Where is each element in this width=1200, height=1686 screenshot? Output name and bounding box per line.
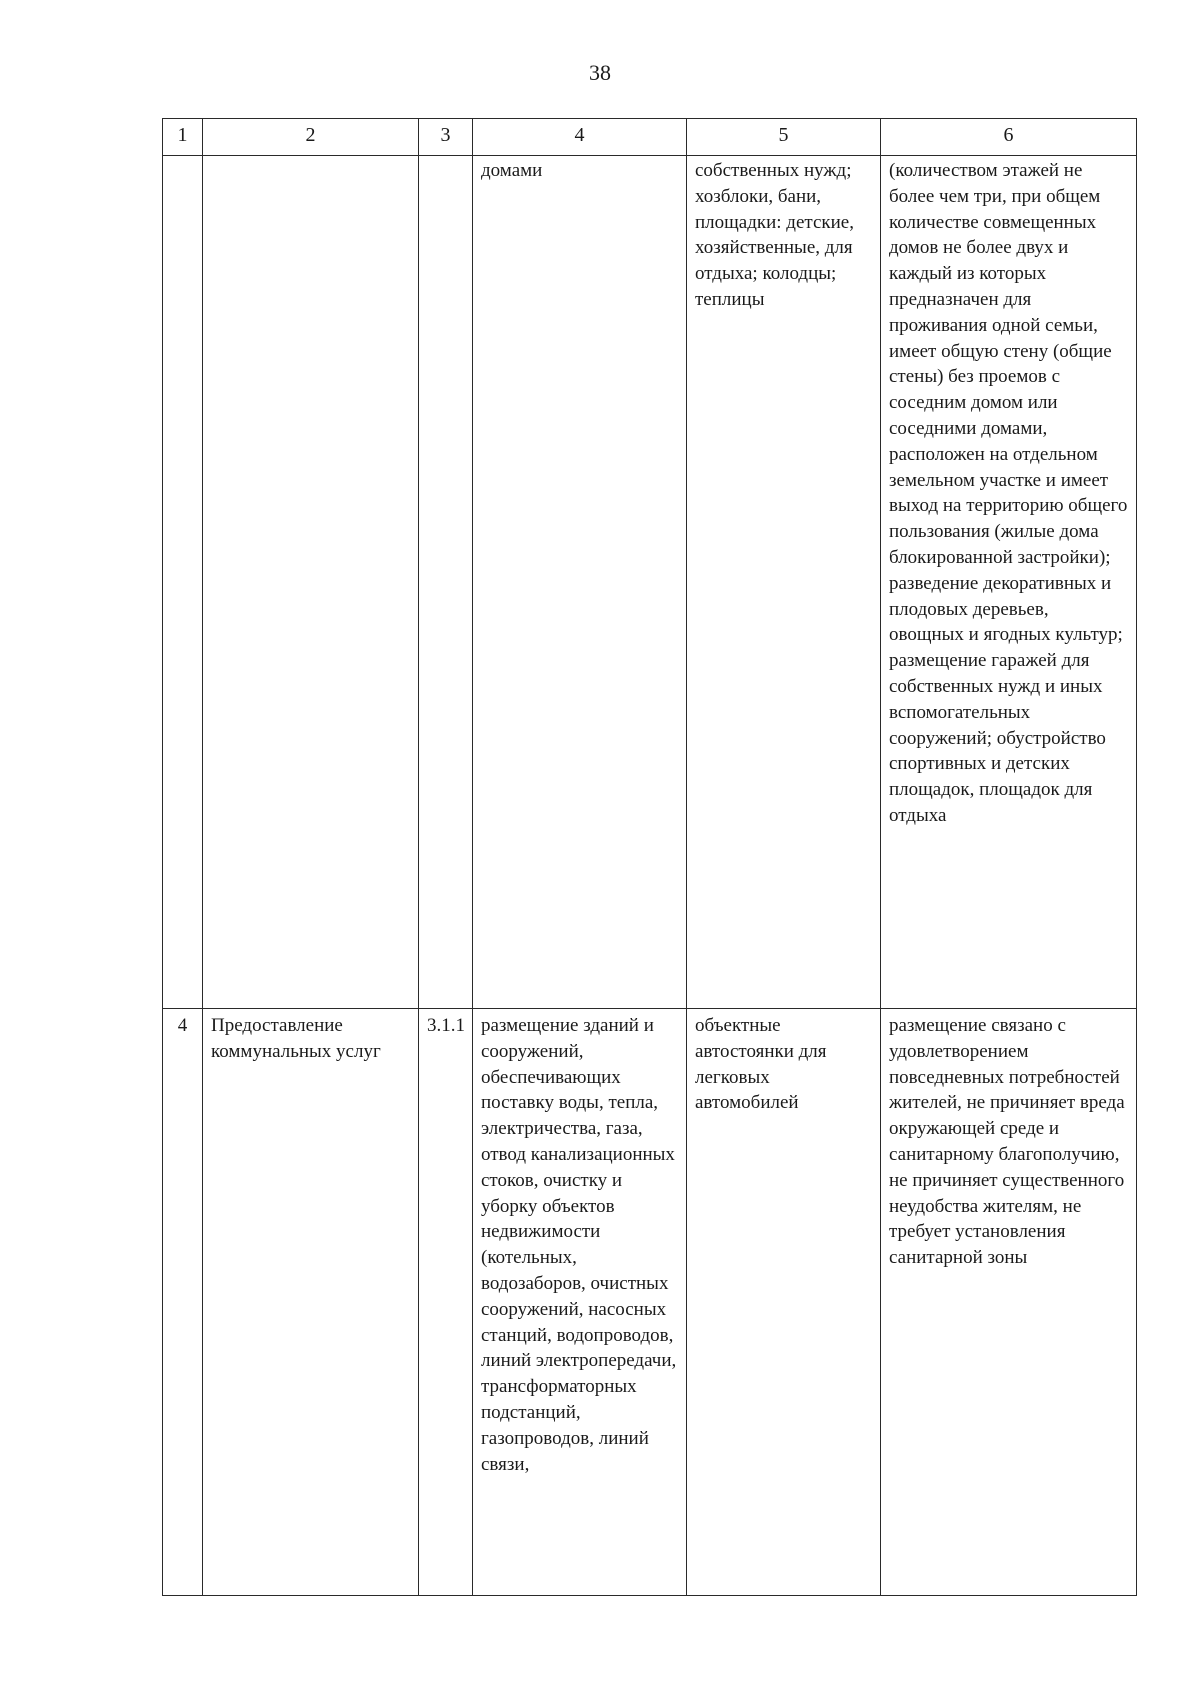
column-header-6: 6 xyxy=(881,119,1137,156)
column-header-1: 1 xyxy=(163,119,203,156)
column-header-2: 2 xyxy=(203,119,419,156)
column-header-5: 5 xyxy=(687,119,881,156)
table-row xyxy=(163,1009,1137,1596)
cell-auxiliary-use: объектные автостоянки для легковых автомобилей xyxy=(687,1009,881,1596)
page-number: 38 xyxy=(589,60,611,85)
cell-description: размещение зданий и сооружений, обеспечивающих поставку воды, тепла, электричества, газа, отвод канализационных стоков, очистку и уборку объектов недвижимости (котельных, водозаборов, очистных сооружений, насосных станций, водопроводов, линий электропередачи, трансформаторных подстанций, газопроводов, линий связи, xyxy=(473,1009,687,1596)
cell-code: 3.1.1 xyxy=(419,1009,473,1596)
cell-number xyxy=(163,156,203,1009)
cell-conditions: размещение связано с удовлетворением повседневных потребностей жителей, не причиняет вреда окружающей среде и санитарному благополучию, не причиняет существенного неудобства жителям, не требует установления санитарной зоны xyxy=(881,1009,1137,1596)
cell-description: домами xyxy=(473,156,687,1009)
table-header-row xyxy=(163,119,1137,156)
cell-auxiliary-use: собственных нужд; хозблоки, бани, площадки: детские, хозяйственные, для отдыха; колодцы; теплицы xyxy=(687,156,881,1009)
cell-use-type: Предоставление коммунальных услуг xyxy=(203,1009,419,1596)
land-use-table xyxy=(162,118,1137,1596)
column-header-4: 4 xyxy=(473,119,687,156)
cell-use-type xyxy=(203,156,419,1009)
cell-number: 4 xyxy=(163,1009,203,1596)
column-header-3: 3 xyxy=(419,119,473,156)
cell-conditions: (количеством этажей не более чем три, при общем количестве совмещенных домов не более двух и каждый из которых предназначен для проживания одной семьи, имеет общую стену (общие стены) без проемов с соседним домом или соседними домами, расположен на отдельном земельном участке и имеет выход на территорию общего пользования (жилые дома блокированной застройки); разведение декоративных и плодовых деревьев, овощных и ягодных культур; размещение гаражей для собственных нужд и иных вспомогательных сооружений; обустройство спортивных и детских площадок, площадок для отдыха xyxy=(881,156,1137,1009)
table-row xyxy=(163,156,1137,1009)
cell-code xyxy=(419,156,473,1009)
